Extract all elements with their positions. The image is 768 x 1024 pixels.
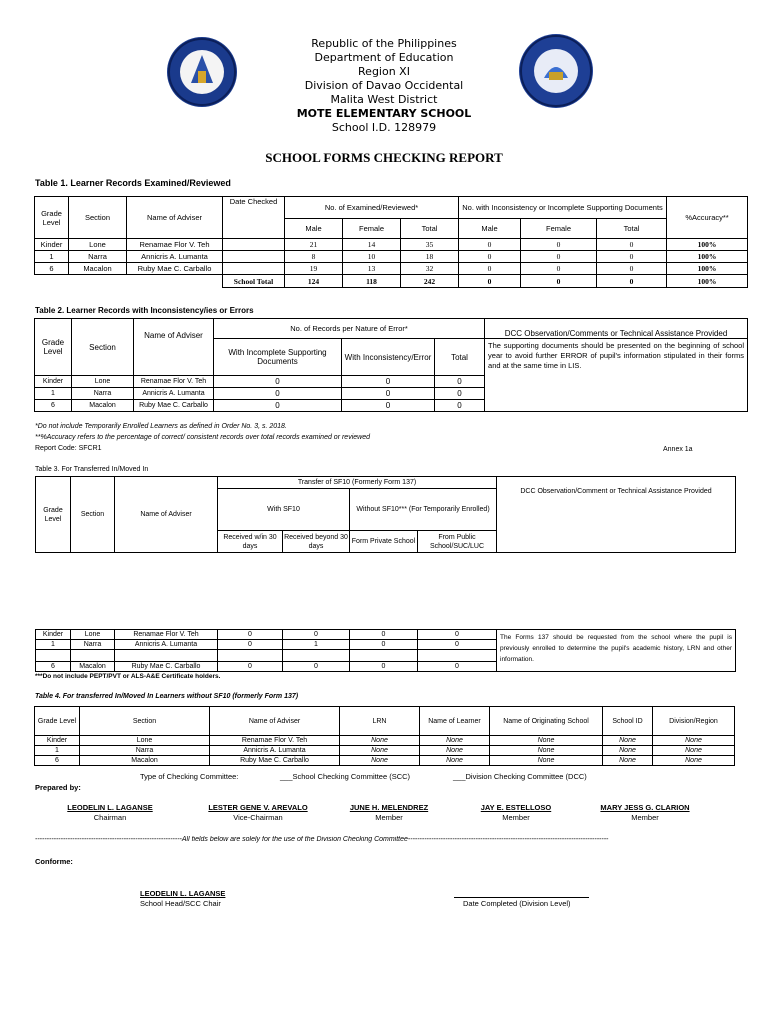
cell: Ruby Mae C. Carballo [115, 662, 218, 672]
signer-role: Member [502, 813, 530, 822]
cell: 100% [667, 239, 748, 251]
signer-role: Member [375, 813, 403, 822]
table2 [34, 318, 748, 412]
cell: 0 [459, 239, 521, 251]
cell: 0 [214, 388, 342, 400]
signer-role: Chairman [93, 813, 127, 822]
cell: 6 [35, 400, 72, 412]
header-line1: Republic of the Philippines [311, 37, 457, 50]
table-row [36, 630, 736, 640]
cell: 0 [218, 630, 283, 640]
cell: 0 [342, 400, 435, 412]
cell [35, 275, 69, 288]
cell: 0 [597, 239, 667, 251]
cell: Annicris A. Lumanta [127, 251, 223, 263]
cell: Kinder [35, 376, 72, 388]
cell: 0 [350, 630, 418, 640]
table3-body [35, 629, 736, 672]
t1-h-total: Total [401, 219, 459, 239]
cell [218, 650, 283, 662]
cell: 0 [597, 251, 667, 263]
cell: None [340, 746, 420, 756]
cell: 0 [459, 275, 521, 288]
cell: 6 [35, 263, 69, 275]
t4-h-grade: Grade Level [35, 707, 80, 736]
t1-h-female: Female [343, 219, 401, 239]
cell [115, 650, 218, 662]
cell: 0 [521, 239, 597, 251]
cell: Annicris A. Lumanta [210, 746, 340, 756]
table1-caption: Table 1. Learner Records Examined/Reviewed [35, 178, 231, 188]
cell: 0 [283, 662, 350, 672]
cell: Annicris A. Lumanta [115, 640, 218, 650]
cell [418, 650, 497, 662]
cell: 0 [342, 388, 435, 400]
cell: 1 [283, 640, 350, 650]
cell: None [653, 746, 735, 756]
t1-h-grade: Grade Level [35, 197, 69, 239]
signer-1 [50, 803, 170, 823]
t3-h-r3: Form Private School [350, 531, 418, 553]
school-name: MOTE ELEMENTARY SCHOOL [296, 107, 472, 120]
t2-h-incomplete: With Incomplete Supporting Documents [214, 339, 342, 376]
t4-h-div: Division/Region [653, 707, 735, 736]
t2-h-adviser: Name of Adviser [134, 319, 214, 376]
header-line3: Region XI [358, 65, 410, 78]
cell: 0 [418, 640, 497, 650]
cell: Lone [71, 630, 115, 640]
signer-role: Vice-Chairman [233, 813, 283, 822]
header-line4: Division of Davao Occidental [304, 79, 464, 92]
t3-h-adviser: Name of Adviser [115, 477, 218, 553]
cell: 14 [343, 239, 401, 251]
cell: 0 [214, 376, 342, 388]
cell: None [603, 746, 653, 756]
table1 [34, 196, 748, 288]
cell: Lone [80, 736, 210, 746]
cell: Macalon [69, 263, 127, 275]
t1-h-adviser: Name of Adviser [127, 197, 223, 239]
table4 [34, 706, 735, 766]
cell: Narra [80, 746, 210, 756]
signer-3 [334, 803, 444, 823]
cell: 118 [343, 275, 401, 288]
cell: 0 [597, 275, 667, 288]
cell: Renamae Flor V. Teh [127, 239, 223, 251]
conforme-label: Conforme: [35, 857, 73, 866]
table-row [35, 756, 735, 766]
cell: Renamae Flor V. Teh [210, 736, 340, 746]
cell [223, 239, 285, 251]
t4-h-adviser: Name of Adviser [210, 707, 340, 736]
cell: None [340, 756, 420, 766]
cell: None [603, 736, 653, 746]
cell: 100% [667, 275, 748, 288]
cell: None [420, 736, 490, 746]
cell: 0 [283, 630, 350, 640]
prepared-by-label: Prepared by: [35, 783, 81, 792]
cell: Kinder [35, 239, 69, 251]
t4-h-lrn: LRN [340, 707, 420, 736]
cell: 10 [343, 251, 401, 263]
cell: 0 [521, 251, 597, 263]
date-line [454, 897, 589, 898]
report-code: Report Code: SFCR1 [35, 445, 102, 452]
note-2: **%Accuracy refers to the percentage of correct/ consistent records over total records examined or reviewed [35, 434, 370, 441]
cell: Narra [71, 640, 115, 650]
t2-h-incons: With Inconsistency/Error [342, 339, 435, 376]
cell: 21 [285, 239, 343, 251]
signer-5 [580, 803, 710, 823]
t2-h-nature: No. of Records per Nature of Error* [214, 319, 485, 339]
signer-4 [461, 803, 571, 823]
signer-role: Member [631, 813, 659, 822]
cell: 0 [435, 376, 485, 388]
cell: 0 [459, 251, 521, 263]
report-title: SCHOOL FORMS CHECKING REPORT [265, 150, 503, 165]
cell: None [420, 756, 490, 766]
cell: 35 [401, 239, 459, 251]
annex-label: Annex 1a [663, 446, 693, 453]
total-row [35, 275, 748, 288]
table-row [35, 251, 748, 263]
cell: 0 [521, 275, 597, 288]
t3-h-r4: From Public School/SUC/LUC [418, 531, 497, 553]
deped-seal [167, 37, 237, 107]
cell [127, 275, 223, 288]
cell: None [653, 756, 735, 766]
cell: 0 [418, 630, 497, 640]
school-head-name: LEODELIN L. LAGANSE [140, 889, 226, 898]
cell: Renamae Flor V. Teh [115, 630, 218, 640]
t1-h-date: Date Checked [223, 197, 285, 219]
t3-h-r1: Received w/in 30 days [218, 531, 283, 553]
t2-h-dcc: DCC Observation/Comments or Technical Assistance Provided [485, 319, 748, 339]
division-divider: ---------------------------------------------------------------All fields below are solely for the use of the Division Checking Committee-------------------------------------------------------------------------------------- [35, 836, 609, 843]
scc-option[interactable]: ___School Checking Committee (SCC) [280, 772, 411, 781]
table-row [35, 736, 735, 746]
cell [223, 263, 285, 275]
t3-h-r2: Received beyond 30 days [283, 531, 350, 553]
committee-type-label: Type of Checking Committee: [140, 772, 239, 781]
cell: 0 [218, 662, 283, 672]
cell [69, 275, 127, 288]
cell [71, 650, 115, 662]
t3-h-without: Without SF10*** (For Temporarily Enrolled) [350, 489, 497, 531]
t2-dcc-text: The supporting documents should be presented on the beginning of school year to avoid further ERROR of pupil's information stipulated in their forms and at the same time in LIS. [485, 339, 748, 412]
cell [223, 251, 285, 263]
cell: Narra [69, 251, 127, 263]
table-row [35, 746, 735, 756]
cell [283, 650, 350, 662]
cell: 18 [401, 251, 459, 263]
t4-h-section: Section [80, 707, 210, 736]
t1-h-incons: No. with Inconsistency or Incomplete Supporting Documents [459, 197, 667, 219]
cell: Narra [72, 388, 134, 400]
signer-2 [193, 803, 323, 823]
cell: 0 [350, 662, 418, 672]
t1-h-ifemale: Female [521, 219, 597, 239]
cell: 19 [285, 263, 343, 275]
cell: None [340, 736, 420, 746]
cell: 0 [350, 640, 418, 650]
cell: 6 [35, 756, 80, 766]
cell: Ruby Mae C. Carballo [127, 263, 223, 275]
cell: Kinder [36, 630, 71, 640]
cell: 0 [214, 400, 342, 412]
t3-h-with: With SF10 [218, 489, 350, 531]
cell: 0 [435, 388, 485, 400]
cell: Ruby Mae C. Carballo [134, 400, 214, 412]
t1-h-acc: %Accuracy** [667, 197, 748, 239]
cell: Lone [69, 239, 127, 251]
t1-h-itotal: Total [597, 219, 667, 239]
t3-dcc-text: The Forms 137 should be requested from the school where the pupil is previously enrolled to determine the pupil's academic history, LRN and other information. [497, 630, 736, 672]
table3-header [35, 476, 736, 553]
table3-note: ***Do not include PEPT/PVT or ALS-A&E Certificate holders. [35, 673, 221, 680]
cell: 242 [401, 275, 459, 288]
school-head-block [140, 889, 225, 909]
dcc-option[interactable]: ___Division Checking Committee (DCC) [453, 772, 587, 781]
cell: Kinder [35, 736, 80, 746]
table3-caption: Table 3. For Transferred In/Moved In [35, 466, 149, 473]
cell: None [490, 756, 603, 766]
school-id: School I.D. 128979 [331, 121, 437, 134]
cell: 100% [667, 251, 748, 263]
cell: Lone [72, 376, 134, 388]
t3-h-grade: Grade Level [36, 477, 71, 553]
cell: Macalon [72, 400, 134, 412]
table2-caption: Table 2. Learner Records with Inconsistency/ies or Errors [35, 306, 254, 315]
cell: 124 [285, 275, 343, 288]
cell: 13 [343, 263, 401, 275]
school-head-role: School Head/SCC Chair [140, 899, 221, 908]
signer-name: JUNE H. MELENDREZ [349, 803, 429, 812]
t3-h-section: Section [71, 477, 115, 553]
cell: 0 [218, 640, 283, 650]
cell: 0 [597, 263, 667, 275]
cell: 32 [401, 263, 459, 275]
deped-seal-icon [167, 37, 237, 107]
cell: Macalon [71, 662, 115, 672]
cell: None [490, 736, 603, 746]
date-completed-label: Date Completed (Division Level) [463, 899, 571, 908]
cell: 1 [35, 251, 69, 263]
cell: 100% [667, 263, 748, 275]
signer-name: JAY E. ESTELLOSO [480, 803, 552, 812]
cell [350, 650, 418, 662]
cell: 0 [459, 263, 521, 275]
cell: Macalon [80, 756, 210, 766]
cell: Annicris A. Lumanta [134, 388, 214, 400]
cell: None [420, 746, 490, 756]
cell: 6 [36, 662, 71, 672]
cell: Renamae Flor V. Teh [134, 376, 214, 388]
cell [36, 650, 71, 662]
cell: None [653, 736, 735, 746]
note-1: *Do not include Temporarily Enrolled Learners as defined in Order No. 3, s. 2018. [35, 423, 287, 430]
t3-h-transfer: Transfer of SF10 (Formerly Form 137) [218, 477, 497, 489]
table4-caption: Table 4. For transferred In/Moved In Learners without SF10 (formerly Form 137) [35, 693, 299, 700]
t1-h-section: Section [69, 197, 127, 239]
cell: 0 [435, 400, 485, 412]
t4-h-sid: School ID [603, 707, 653, 736]
table-row [35, 263, 748, 275]
t1-h-male: Male [285, 219, 343, 239]
t3-h-dcc: DCC Observation/Comment or Technical Assistance Provided [497, 477, 736, 553]
cell: None [490, 746, 603, 756]
t4-h-origin: Name of Originating School [490, 707, 603, 736]
cell: 0 [342, 376, 435, 388]
signer-name: MARY JESS G. CLARION [600, 803, 690, 812]
cell: Ruby Mae C. Carballo [210, 756, 340, 766]
school-total-label: School Total [223, 275, 285, 288]
t4-h-learner: Name of Learner [420, 707, 490, 736]
cell: 1 [36, 640, 71, 650]
t1-date-blank [223, 219, 285, 239]
cell: 1 [35, 388, 72, 400]
t2-h-grade: Grade Level [35, 319, 72, 376]
t2-h-total: Total [435, 339, 485, 376]
cell: None [603, 756, 653, 766]
t1-h-examined: No. of Examined/Reviewed* [285, 197, 459, 219]
cell: 1 [35, 746, 80, 756]
cell: 0 [418, 662, 497, 672]
header-line5: Malita West District [330, 93, 438, 106]
cell: 8 [285, 251, 343, 263]
table-row [35, 239, 748, 251]
signer-name: LESTER GENE V. AREVALO [208, 803, 308, 812]
t1-h-imale: Male [459, 219, 521, 239]
header-line2: Department of Education [314, 51, 454, 64]
cell: 0 [521, 263, 597, 275]
signer-name: LEODELIN L. LAGANSE [67, 803, 153, 812]
t2-h-section: Section [72, 319, 134, 376]
